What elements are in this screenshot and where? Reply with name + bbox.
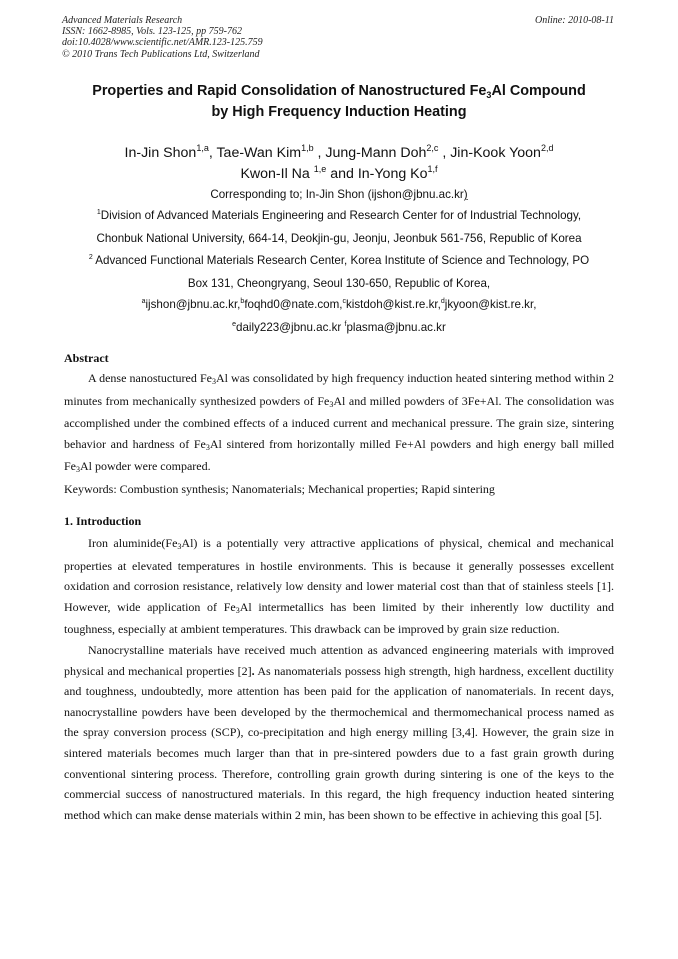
affiliation-1-cont: Chonbuk National University, 664-14, Deokjin-gu, Jeonju, Jeonbuk 561-756, Republic of Korea [96, 232, 582, 246]
journal-header [62, 15, 263, 60]
corresponding-author: Corresponding to; In-Jin Shon (ijshon@jbnu.ac.kr) [210, 188, 468, 201]
introduction-body [64, 533, 614, 825]
journal-name: Advanced Materials Research [62, 15, 183, 26]
email-list-2: $^e$daily223@jbnu.ac.kr $^f$plasma@jbnu.ac.kr [232, 321, 446, 335]
doi-line[interactable]: doi:10.4028/www.scientific.net/AMR.123-125.759 [62, 37, 263, 49]
author-list [40, 143, 638, 185]
email-list-1: $^a$ijshon@jbnu.ac.kr,$^b$foqhd0@nate.com,$^c$kistdoh@kist.re.kr,$^d$jkyoon@kist.re.kr, [141, 298, 537, 312]
affiliations [40, 184, 638, 340]
intro-paragraph-1: Iron $aluminide(Fe_3Al)$ is a potentially very attractive applications of physical, chemical and mechanical properties at elevated temperatures in hostile environments. This is because it generally possesses excellent oxidation and corrosion resistance, relatively low density and lower material cost than that of stainless steels [1]. However, wide application of $Fe_3Al$ intermetallics has been limited by their inherently low ductility and toughness, especially at ambient temperatures. This drawback can be improved by grain size reduction. [64, 536, 615, 637]
online-date: Online: 2010-08-11 [535, 15, 614, 26]
abstract-heading: Abstract [64, 351, 109, 365]
intro-paragraph-2: Nanocrystalline materials have received much attention as advanced engineering materials with improved physical and mechanical properties [2]. As nanomaterials possess high strength, high hardness, excellent ductility and toughness, undoubtedly, more attention has been paid for the application of nanomaterials. In recent days, nanocrystalline powders have been developed by the thermochemical and thermomechanical process named as the spray conversion process (SCP), co-precipitation and high energy milling [3,4]. However, the grain size in sintered materials becomes much larger than that in pre-sintered powders due to a fast grain growth during conventional sintering process. Therefore, controlling grain growth during sintering is one of the keys to the commercial success of nanostructured materials. In this regard, the high frequency induction heated sintering method which can make dense materials within 2 min, has been shown to be effective in achieving this goal [5]. [64, 642, 614, 822]
copyright-line: © 2010 Trans Tech Publications Ltd, Switzerland [62, 48, 260, 60]
paper-title [40, 81, 638, 122]
keywords: Keywords: Combustion synthesis; Nanomaterials; Mechanical properties; Rapid sintering [64, 481, 495, 496]
introduction-heading: 1. Introduction [64, 514, 142, 528]
abstract-body [64, 368, 614, 500]
affiliation-1: $^1$Division of Advanced Materials Engineering and Research Center for of Industrial Technology, [96, 209, 582, 223]
title-line-2: by High Frequency Induction Heating [211, 104, 467, 120]
affiliation-2: $^2$ Advanced Functional Materials Research Center, Korea Institute of Science and Technology, PO [88, 253, 590, 267]
abstract-paragraph: A dense nanostuctured $Fe_3Al$ was consolidated by high frequency induction heated sintering method within 2 minutes from mechanically synthesized powders of $Fe_3Al$ and milled powders of 3Fe+Al. The consolidation was accomplished under the combined effects of a induced current and mechanical pressure. The grain size, sintering behavior and hardness of $Fe_3Al$ sintered from horizontally milled Fe+Al powders and high energy ball milled $Fe_3Al$ powder were compared. [64, 371, 615, 475]
title-line-1: Properties and Rapid Consolidation of Nanostructured $Fe_3Al$ Compound [92, 83, 586, 100]
author-line-1: In-Jin Shon$^{1,a}$, Tae-Wan Kim$^{1,b}$ , Jung-Mann Doh$^{2,c}$ , Jin-Kook Yoon$^{2,d}$ [124, 143, 554, 161]
issn-line: ISSN: 1662-8985, Vols. 123-125, pp 759-762 [62, 26, 242, 38]
author-line-2: Kwon-Il Na $^{1,e}$ and In-Yong Ko$^{1,f}$ [240, 164, 438, 182]
affiliation-2-cont: Box 131, Cheongryang, Seoul 130-650, Republic of Korea, [187, 276, 491, 290]
